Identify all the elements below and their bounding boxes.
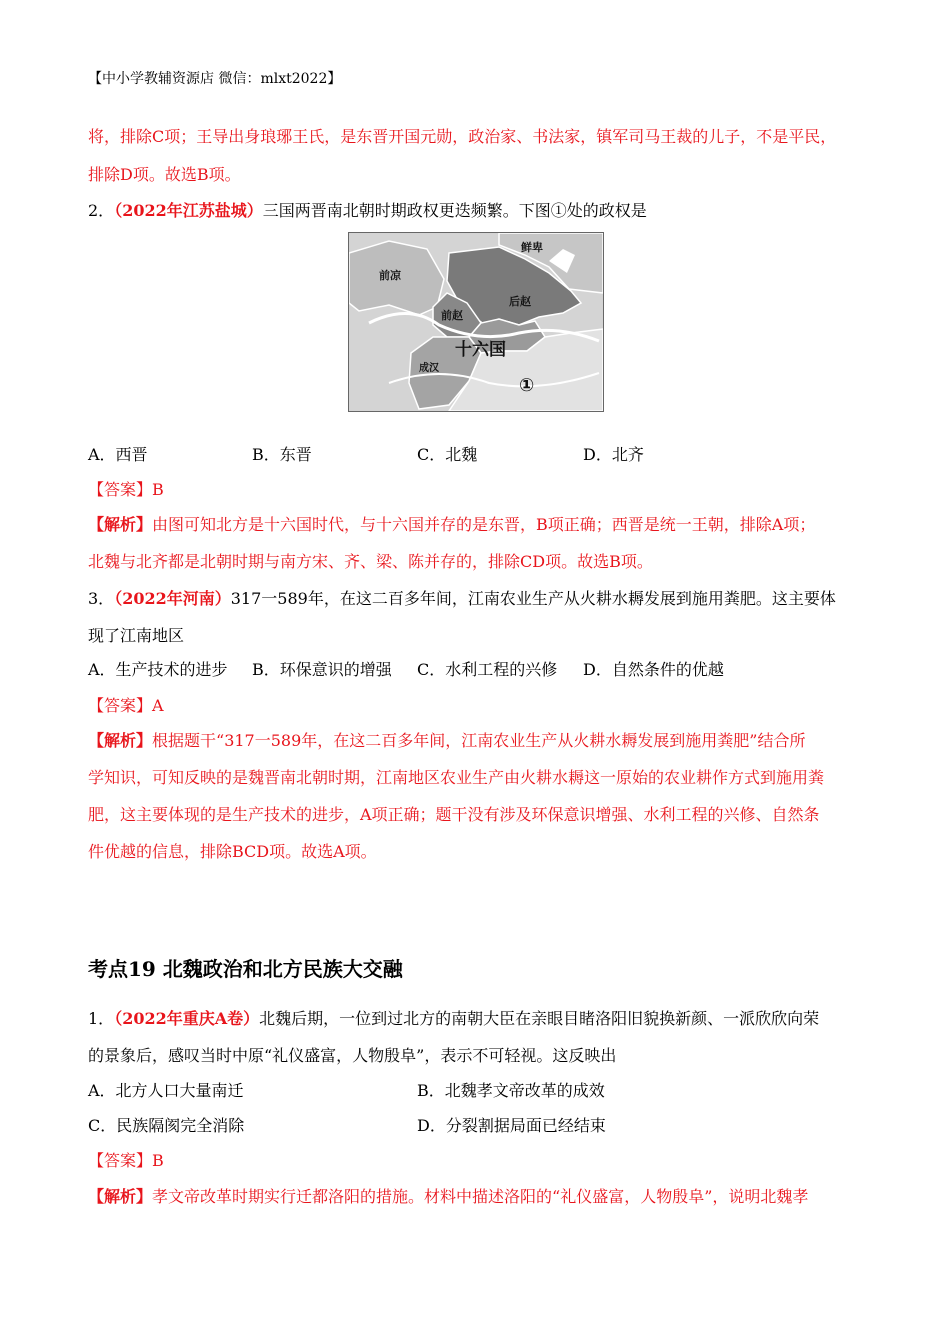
analysis-tag: 【解析】 xyxy=(88,1187,153,1206)
map-label-qianzhao: 前赵 xyxy=(441,309,463,322)
prev-analysis-line: 排除D项。故选B项。 xyxy=(88,165,241,184)
option-d: D．北齐 xyxy=(583,445,644,464)
option-c: C．北魏 xyxy=(417,445,478,464)
option-d: D．自然条件的优越 xyxy=(583,660,724,679)
option-a: A．生产技术的进步 xyxy=(88,660,228,679)
analysis-line xyxy=(88,513,868,537)
history-map-figure xyxy=(348,232,604,412)
option-b: B．东晋 xyxy=(252,445,312,464)
section-title: 考点19 北魏政治和北方民族大交融 xyxy=(88,957,403,981)
analysis-line: 学知识，可知反映的是魏晋南北朝时期，江南地区农业生产由火耕水耨这一原始的农业耕作方式到施用粪 xyxy=(88,768,825,787)
question-number: 3． xyxy=(88,589,115,608)
map-label-chenghan: 成汉 xyxy=(419,363,439,374)
question-1-stem xyxy=(88,1007,868,1031)
map-label-marker-1: ① xyxy=(519,375,535,396)
analysis-tag: 【解析】 xyxy=(88,731,153,750)
analysis-text: 根据题干“317一589年，在这二百多年间，江南农业生产从火耕水耨发展到施用粪肥”结合所 xyxy=(152,731,806,750)
answer-line: 【答案】A xyxy=(88,696,164,715)
option-d: D．分裂割据局面已经结束 xyxy=(417,1116,606,1135)
map-label-shiliuguo: 十六国 xyxy=(455,340,506,360)
option-c: C．民族隔阂完全消除 xyxy=(88,1116,245,1135)
option-b: B．环保意识的增强 xyxy=(252,660,392,679)
analysis-tag: 【解析】 xyxy=(88,515,153,534)
analysis-text: 孝文帝改革时期实行迁都洛阳的措施。材料中描述洛阳的“礼仪盛富，人物殷阜”，说明北魏孝 xyxy=(152,1187,809,1206)
question-2-stem xyxy=(88,199,868,223)
question-text: 北魏后期，一位到过北方的南朝大臣在亲眼目睹洛阳旧貌换新颜、一派欣欣向荣 xyxy=(259,1009,820,1028)
answer-line: 【答案】B xyxy=(88,1151,164,1170)
question-source: （2022年重庆A卷） xyxy=(114,1009,260,1028)
option-a: A．北方人口大量南迁 xyxy=(88,1081,244,1100)
option-c: C．水利工程的兴修 xyxy=(417,660,558,679)
analysis-line xyxy=(88,729,868,753)
option-b: B．北魏孝文帝改革的成效 xyxy=(417,1081,605,1100)
map-label-qianliang: 前凉 xyxy=(379,269,401,282)
analysis-line: 北魏与北齐都是北朝时期与南方宋、齐、梁、陈并存的，排除CD项。故选B项。 xyxy=(88,552,653,571)
question-source: （2022年河南） xyxy=(114,589,231,608)
analysis-line: 肥，这主要体现的是生产技术的进步，A项正确；题干没有涉及环保意识增强、水利工程的兴修、自然条 xyxy=(88,805,820,824)
answer-line: 【答案】B xyxy=(88,480,164,499)
option-a: A．西晋 xyxy=(88,445,148,464)
map-label-xianbei: 鲜卑 xyxy=(521,241,543,254)
question-source: （2022年江苏盐城） xyxy=(114,201,263,220)
analysis-line: 件优越的信息，排除BCD项。故选A项。 xyxy=(88,842,377,861)
question-3-stem xyxy=(88,587,868,611)
map-graphic xyxy=(349,233,603,411)
page-header: 【中小学教辅资源店 微信：mlxt2022】 xyxy=(88,71,342,87)
map-label-houzhao: 后赵 xyxy=(509,295,531,308)
question-3-stem-cont: 现了江南地区 xyxy=(88,626,185,645)
analysis-line xyxy=(88,1185,868,1209)
question-text: 三国两晋南北朝时期政权更迭频繁。下图①处的政权是 xyxy=(262,201,647,220)
question-number: 2． xyxy=(88,201,115,220)
analysis-text: 由图可知北方是十六国时代，与十六国并存的是东晋，B项正确；西晋是统一王朝，排除A项； xyxy=(152,515,816,534)
question-number: 1． xyxy=(88,1009,115,1028)
question-text: 317一589年，在这二百多年间，江南农业生产从火耕水耨发展到施用粪肥。这主要体 xyxy=(230,589,836,608)
prev-analysis-line: 将，排除C项；王导出身琅琊王氏，是东晋开国元勋，政治家、书法家，镇军司马王裁的儿子，不是平民， xyxy=(88,127,837,146)
question-1-stem-cont: 的景象后，感叹当时中原“礼仪盛富，人物殷阜”，表示不可轻视。这反映出 xyxy=(88,1046,617,1065)
